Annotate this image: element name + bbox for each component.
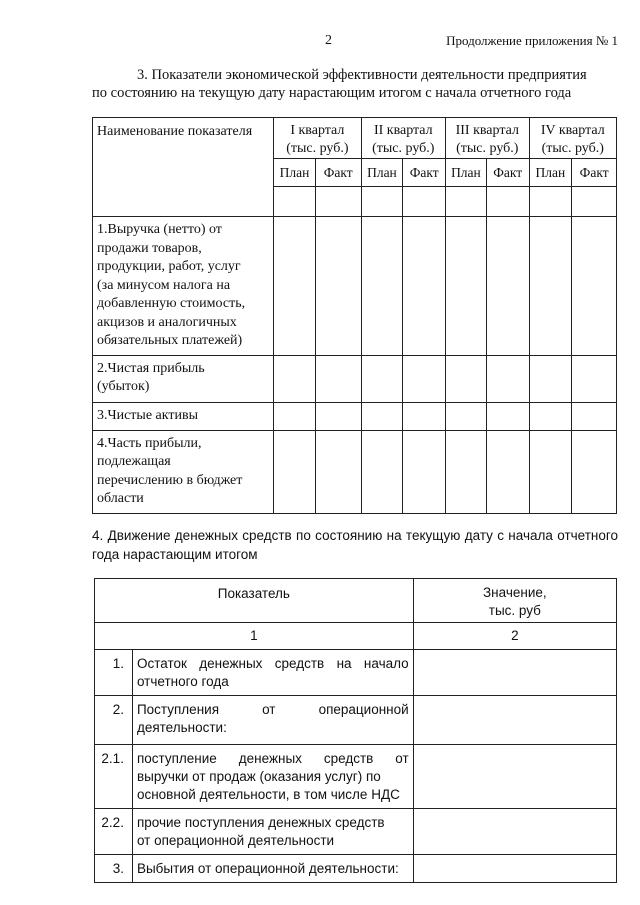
row-sales-receipts-label: поступление денежных средств от выручки от продаж (оказания услуг) по основной деятельности, в том числе НДС	[132, 745, 413, 809]
header-quarter-2: II квартал (тыс. руб.)	[361, 118, 445, 159]
row-other-receipts-label: прочие поступления денежных средств от операционной деятельности	[132, 809, 413, 855]
value-cell[interactable]	[274, 355, 316, 402]
value-cell[interactable]	[403, 402, 446, 430]
empty-cell	[486, 187, 529, 217]
empty-cell	[361, 187, 403, 217]
efficiency-table	[92, 117, 617, 514]
row-number: 1.	[95, 650, 133, 696]
fact-label: Факт	[486, 159, 529, 187]
value-cell[interactable]	[446, 217, 487, 356]
plan-label: План	[361, 159, 403, 187]
value-cell[interactable]	[529, 217, 572, 356]
value-cell[interactable]	[486, 430, 529, 513]
column-number-1: 1	[95, 623, 414, 650]
fact-label: Факт	[315, 159, 361, 187]
header-quarter-3: III квартал (тыс. руб.)	[446, 118, 530, 159]
value-cell[interactable]	[413, 855, 616, 883]
value-cell[interactable]	[572, 430, 617, 513]
value-cell[interactable]	[315, 402, 361, 430]
row-net-assets-name: 3.Чистые активы	[93, 402, 274, 430]
row-number: 2.	[95, 696, 133, 745]
row-number: 2.1.	[95, 745, 133, 809]
value-cell[interactable]	[315, 217, 361, 356]
section3-title	[92, 66, 617, 102]
value-cell[interactable]	[274, 217, 316, 356]
value-cell[interactable]	[413, 745, 616, 809]
row-number: 3.	[95, 855, 133, 883]
plan-label: План	[446, 159, 487, 187]
value-cell[interactable]	[572, 217, 617, 356]
empty-cell	[403, 187, 446, 217]
value-cell[interactable]	[529, 355, 572, 402]
value-cell[interactable]	[274, 430, 316, 513]
value-cell[interactable]	[486, 217, 529, 356]
empty-cell	[274, 187, 316, 217]
page-number: 2	[325, 33, 332, 48]
value-cell[interactable]	[315, 355, 361, 402]
header-quarter-4: IV квартал (тыс. руб.)	[529, 118, 616, 159]
row-operating-outflows-label: Выбытия от операционной деятельности:	[132, 855, 413, 883]
value-cell[interactable]	[413, 650, 616, 696]
header-indicator: Показатель	[95, 579, 414, 623]
empty-cell	[446, 187, 487, 217]
value-cell[interactable]	[446, 355, 487, 402]
plan-label: План	[529, 159, 572, 187]
empty-cell	[529, 187, 572, 217]
row-opening-balance-label: Остаток денежных средств на начало отчетного года	[132, 650, 413, 696]
row-revenue-name: 1.Выручка (нетто) от продажи товаров, продукции, работ, услуг (за минусом налога на добавленную стоимость, акцизов и аналогичных обязательных платежей)	[93, 217, 274, 356]
header-quarter-1: I квартал (тыс. руб.)	[274, 118, 361, 159]
value-cell[interactable]	[529, 430, 572, 513]
row-net-profit-name: 2.Чистая прибыль (убыток)	[93, 355, 274, 402]
value-cell[interactable]	[529, 402, 572, 430]
fact-label: Факт	[403, 159, 446, 187]
plan-label: План	[274, 159, 316, 187]
row-operating-inflows-label: Поступления от операционной деятельности:	[132, 696, 413, 745]
value-cell[interactable]	[403, 355, 446, 402]
value-cell[interactable]	[361, 430, 403, 513]
value-cell[interactable]	[446, 430, 487, 513]
header-value: Значение, тыс. руб	[413, 579, 616, 623]
column-number-2: 2	[413, 623, 616, 650]
value-cell[interactable]	[413, 809, 616, 855]
section3-title-line2: по состоянию на текущую дату нарастающим итогом с начала отчетного года	[92, 85, 572, 101]
value-cell[interactable]	[446, 402, 487, 430]
value-cell[interactable]	[403, 430, 446, 513]
value-cell[interactable]	[361, 402, 403, 430]
value-cell[interactable]	[572, 402, 617, 430]
fact-label: Факт	[572, 159, 617, 187]
value-cell[interactable]	[361, 355, 403, 402]
empty-cell	[572, 187, 617, 217]
value-cell[interactable]	[361, 217, 403, 356]
value-cell[interactable]	[413, 696, 616, 745]
section3-title-line1: 3. Показатели экономической эффективности деятельности предприятия	[137, 67, 587, 83]
value-cell[interactable]	[572, 355, 617, 402]
section4-title: 4. Движение денежных средств по состоянию на текущую дату с начала отчетного года нарастающим итогом	[92, 528, 618, 562]
value-cell[interactable]	[486, 355, 529, 402]
continuation-label: Продолжение приложения № 1	[446, 33, 618, 48]
empty-cell	[315, 187, 361, 217]
header-indicator-name: Наименование показателя	[93, 118, 274, 217]
value-cell[interactable]	[403, 217, 446, 356]
row-profit-share-name: 4.Часть прибыли, подлежащая перечислению в бюджет области	[93, 430, 274, 513]
value-cell[interactable]	[486, 402, 529, 430]
cash-flow-table	[94, 578, 617, 883]
row-number: 2.2.	[95, 809, 133, 855]
value-cell[interactable]	[274, 402, 316, 430]
value-cell[interactable]	[315, 430, 361, 513]
